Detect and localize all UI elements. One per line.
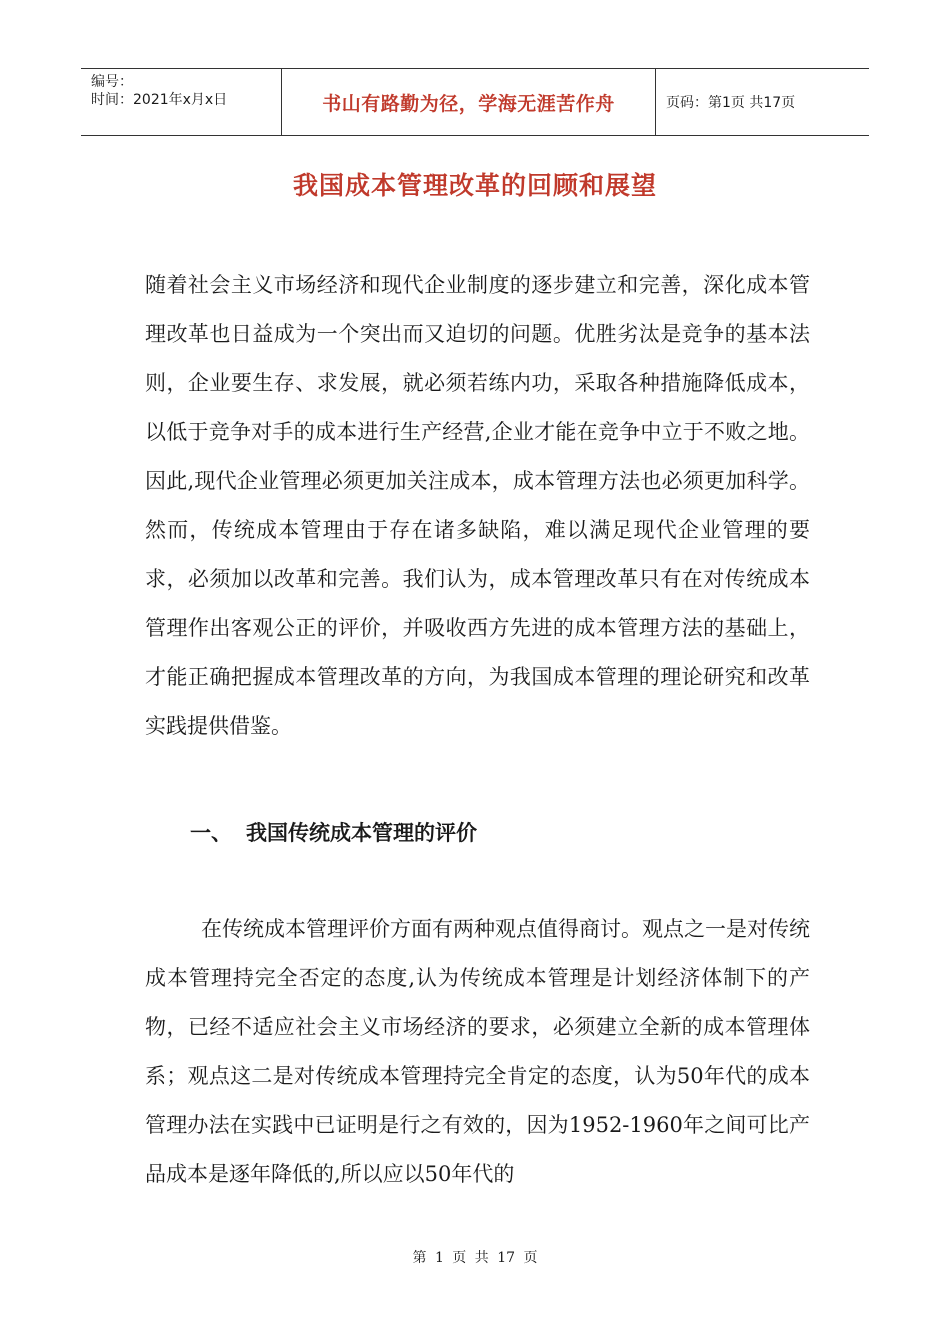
header-page-info: 页码：第1页 共17页 [666,95,796,111]
section-paragraph: 在传统成本管理评价方面有两种观点值得商讨。观点之一是对传统成本管理持完全否定的态度,认为传统成本管理是计划经济体制下的产物，已经不适应社会主义市场经济的要求，必须建立全新的成本管理体系；观点这二是对传统成本管理持完全肯定的态度，认为50年代的成本管理办法在实践中已证明是行之有效的，因为1952-1960年之间可比产品成本是逐年降低的,所以应以50年代的 [145,917,810,1186]
document-title: 我国成本管理改革的回顾和展望 [292,171,657,200]
page-footer: 第 1 页 共 17 页 [412,1250,538,1266]
header-motto: 书山有路勤为径，学海无涯苦作舟 [282,69,656,135]
section-number: 一、 [190,820,232,845]
header-time-label: 时间：2021年x月x日 [91,92,228,108]
header-meta-cell [81,69,282,135]
intro-paragraph: 随着社会主义市场经济和现代企业制度的逐步建立和完善，深化成本管理改革也日益成为一个突出而又迫切的问题。优胜劣汰是竞争的基本法则，企业要生存、求发展，就必须若练内功，采取各种措施降低成本，以低于竞争对手的成本进行生产经营,企业才能在竞争中立于不败之地。因此,现代企业管理必须更加关注成本，成本管理方法也必须更加科学。然而，传统成本管理由于存在诸多缺陷，难以满足现代企业管理的要求，必须加以改革和完善。我们认为，成本管理改革只有在对传统成本管理作出客观公正的评价，并吸收西方先进的成本管理方法的基础上，才能正确把握成本管理改革的方向，为我国成本管理的理论研究和改革实践提供借鉴。 [145,273,810,738]
section-title: 我国传统成本管理的评价 [246,820,477,845]
section-heading [190,808,477,857]
header-number-label: 编号： [91,74,133,90]
document-header [81,68,869,136]
